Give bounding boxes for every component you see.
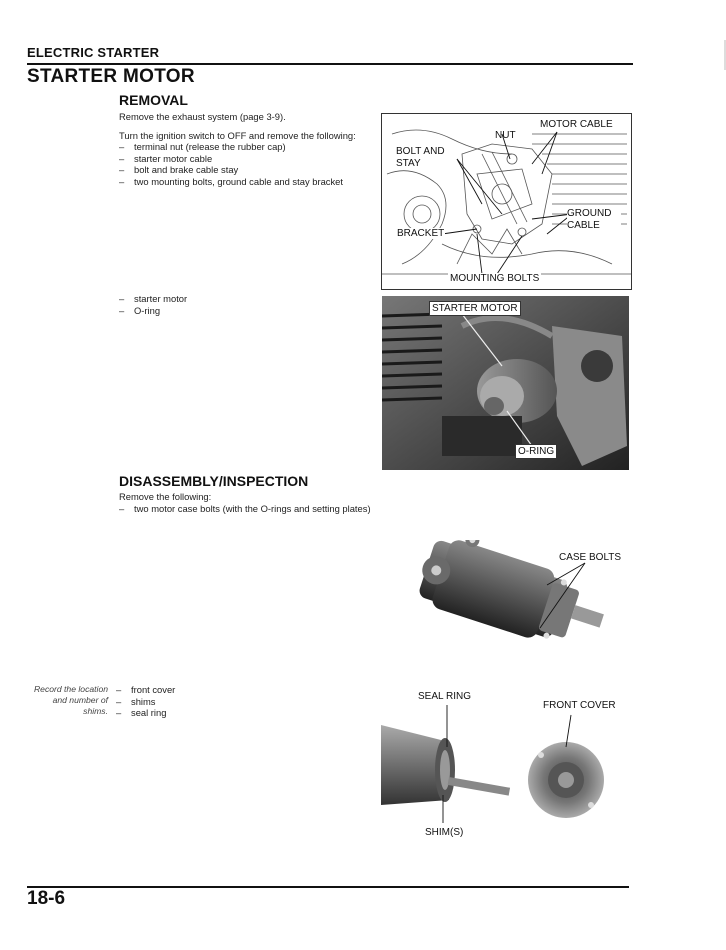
list-item: – seal ring — [116, 707, 266, 719]
list-item: – terminal nut (release the rubber cap) — [119, 141, 374, 153]
label-starter-motor: STARTER MOTOR — [429, 301, 521, 316]
section-header: ELECTRIC STARTER — [27, 45, 160, 60]
removal-instruction: Turn the ignition switch to OFF and remove the following: — [119, 129, 356, 141]
label-o-ring: O-RING — [515, 444, 557, 459]
removal-intro: Remove the exhaust system (page 3-9). — [119, 111, 286, 122]
label-ground-cable: GROUND CABLE — [567, 208, 621, 232]
list-item: – two motor case bolts (with the O-rings and setting plates) — [119, 503, 374, 515]
label-case-bolts: CASE BOLTS — [559, 552, 622, 563]
label-motor-cable: MOTOR CABLE — [540, 119, 613, 130]
list-item: – two mounting bolts, ground cable and stay bracket — [119, 176, 374, 188]
label-shims: SHIM(S) — [425, 827, 464, 838]
label-seal-ring: SEAL RING — [418, 691, 471, 702]
removal-heading: REMOVAL — [119, 92, 188, 108]
side-note: Record the location and number of shims. — [33, 684, 108, 716]
label-front-cover: FRONT COVER — [543, 700, 616, 711]
list-item: – starter motor — [119, 293, 319, 305]
label-bolt-and-stay: BOLT AND STAY — [396, 146, 456, 170]
page-title: STARTER MOTOR — [27, 66, 195, 87]
label-nut: NUT — [495, 130, 516, 141]
disassembly-text — [119, 491, 374, 514]
front-cover-photo — [381, 685, 631, 845]
removal-text — [119, 111, 374, 188]
removal-diagram — [381, 113, 632, 290]
label-bracket: BRACKET — [397, 228, 445, 239]
case-bolts-photo — [395, 540, 630, 655]
removal-list-2 — [119, 293, 319, 316]
disassembly-list-2 — [116, 684, 266, 719]
list-item: – front cover — [116, 684, 266, 696]
footer-rule — [27, 886, 629, 888]
header-rule — [27, 63, 633, 65]
disassembly-list — [119, 503, 374, 515]
page-number: 18-6 — [27, 888, 66, 909]
disassembly-heading: DISASSEMBLY/INSPECTION — [119, 473, 309, 489]
photo-illustration — [382, 296, 629, 470]
removal-list — [119, 141, 374, 187]
list-item: – starter motor cable — [119, 153, 374, 165]
label-mounting-bolts: MOUNTING BOLTS — [450, 273, 540, 284]
list-item: – bolt and brake cable stay — [119, 164, 374, 176]
list-item: – shims — [116, 696, 266, 708]
starter-motor-photo — [382, 296, 629, 470]
disassembly-intro: Remove the following: — [119, 491, 212, 502]
list-item: – O-ring — [119, 305, 319, 317]
